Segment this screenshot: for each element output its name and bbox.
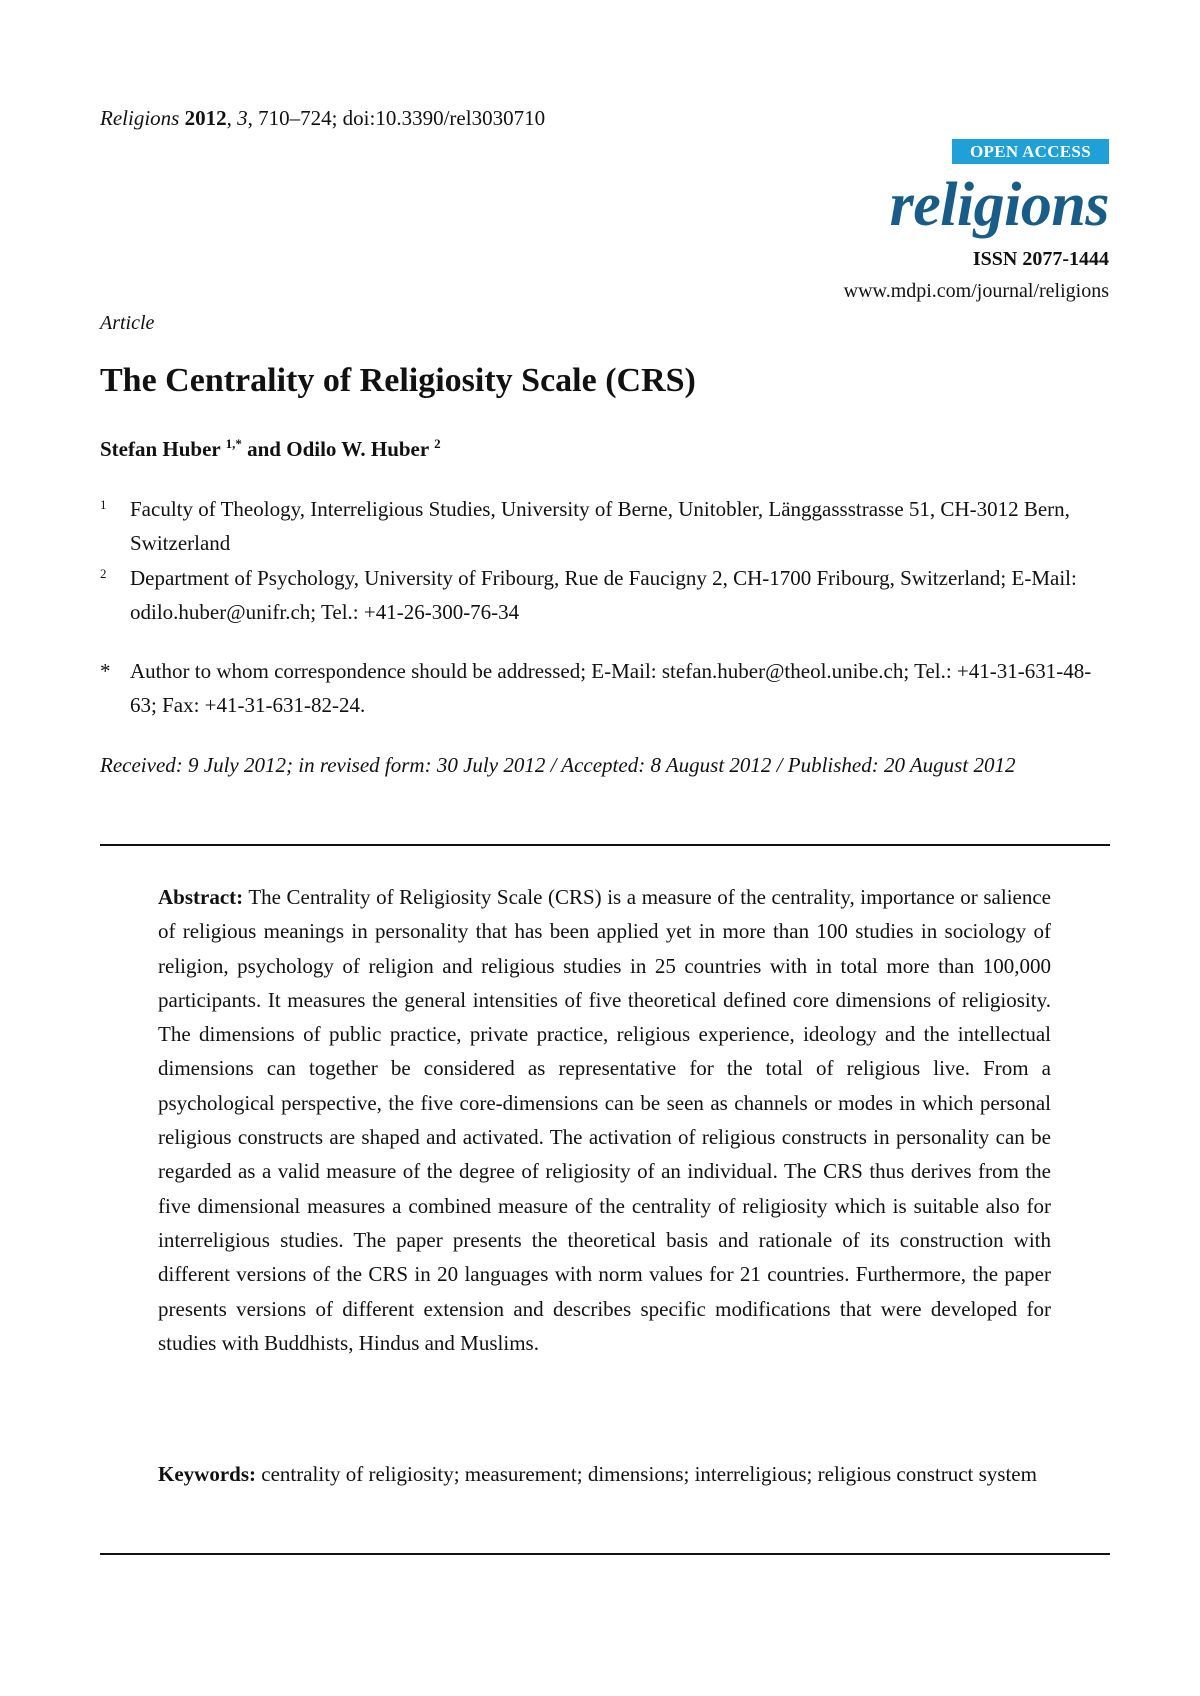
issn: ISSN 2077-1444 <box>972 248 1109 270</box>
citation-journal: Religions <box>100 106 180 130</box>
affiliation-text: Author to whom correspondence should be addressed; E-Mail: stefan.huber@theol.unibe.ch; Tel.: +41-31-631-48-63; Fax: +41-31-631-82-24. <box>130 659 1092 717</box>
keywords-label: Keywords: <box>158 1462 256 1486</box>
author-2-affiliation-mark: 2 <box>434 436 441 451</box>
author-1-affiliation-mark: 1,* <box>225 436 242 451</box>
affiliation-mark: * <box>100 659 111 683</box>
author-conjunction: and <box>241 437 287 461</box>
citation-volume: 3 <box>237 106 248 130</box>
affiliation-mark: 1 <box>100 497 107 512</box>
journal-url[interactable]: www.mdpi.com/journal/religions <box>843 280 1109 302</box>
keywords <box>158 1457 1051 1491</box>
divider-top <box>100 844 1110 846</box>
open-access-badge: OPEN ACCESS <box>952 139 1109 164</box>
citation-pages-doi: , 710–724; doi:10.3390/rel3030710 <box>247 106 546 130</box>
journal-logo: religions <box>889 171 1109 239</box>
citation-year: 2012 <box>184 106 227 130</box>
author-1: Stefan Huber <box>100 437 221 461</box>
abstract-label: Abstract: <box>158 885 244 909</box>
affiliation-mark: 2 <box>100 566 107 581</box>
abstract <box>158 880 1051 1360</box>
affiliation-text: Department of Psychology, University of Fribourg, Rue de Faucigny 2, CH-1700 Fribourg, Switzerland; E-Mail: odilo.huber@unifr.ch; Tel.: +41-26-300-76-34 <box>130 566 1077 624</box>
keywords-text: centrality of religiosity; measurement; dimensions; interreligious; religious construct system <box>256 1462 1037 1486</box>
citation-line: Religions 2012, 3, 710–724; doi:10.3390/rel3030710 <box>100 106 546 130</box>
affiliation-1 <box>100 492 1110 560</box>
divider-bottom <box>100 1553 1110 1555</box>
affiliation-text: Faculty of Theology, Interreligious Studies, University of Berne, Unitobler, Länggassstrasse 51, CH-3012 Bern, Switzerland <box>130 497 1070 555</box>
author-2: Odilo W. Huber <box>286 437 429 461</box>
abstract-text: The Centrality of Religiosity Scale (CRS) is a measure of the centrality, importance or salience of religious meanings in personality that has been applied yet in more than 100 studies in sociology of religion, psychology of religion and religious studies in 25 countries with in total more than 100,000 participants. It measures the general intensities of five theoretical defined core dimensions of religiosity. The dimensions of public practice, private practice, religious experience, ideology and the intellectual dimensions can together be considered as representative for the total of religious live. From a psychological perspective, the five core-dimensions can be seen as channels or modes in which personal religious constructs are shaped and activated. The activation of religious constructs in personality can be regarded as a valid measure of the degree of religiosity of an individual. The CRS thus derives from the five dimensional measures a combined measure of the centrality of religiosity which is suitable also for interreligious studies. The paper presents the theoretical basis and rationale of its construction with different versions of the CRS in 20 languages with norm values for 21 countries. Furthermore, the paper presents versions of different extension and describes specific modifications that were developed for studies with Buddhists, Hindus and Muslims. <box>158 885 1051 1355</box>
affiliation-2 <box>100 561 1110 629</box>
publication-dates: Received: 9 July 2012; in revised form: 30 July 2012 / Accepted: 8 August 2012 / Published: 20 August 2012 <box>100 753 1016 777</box>
article-type: Article <box>100 312 155 334</box>
paper-title: The Centrality of Religiosity Scale (CRS) <box>100 362 696 399</box>
corresponding-author-note <box>100 654 1110 722</box>
author-list <box>100 436 441 462</box>
